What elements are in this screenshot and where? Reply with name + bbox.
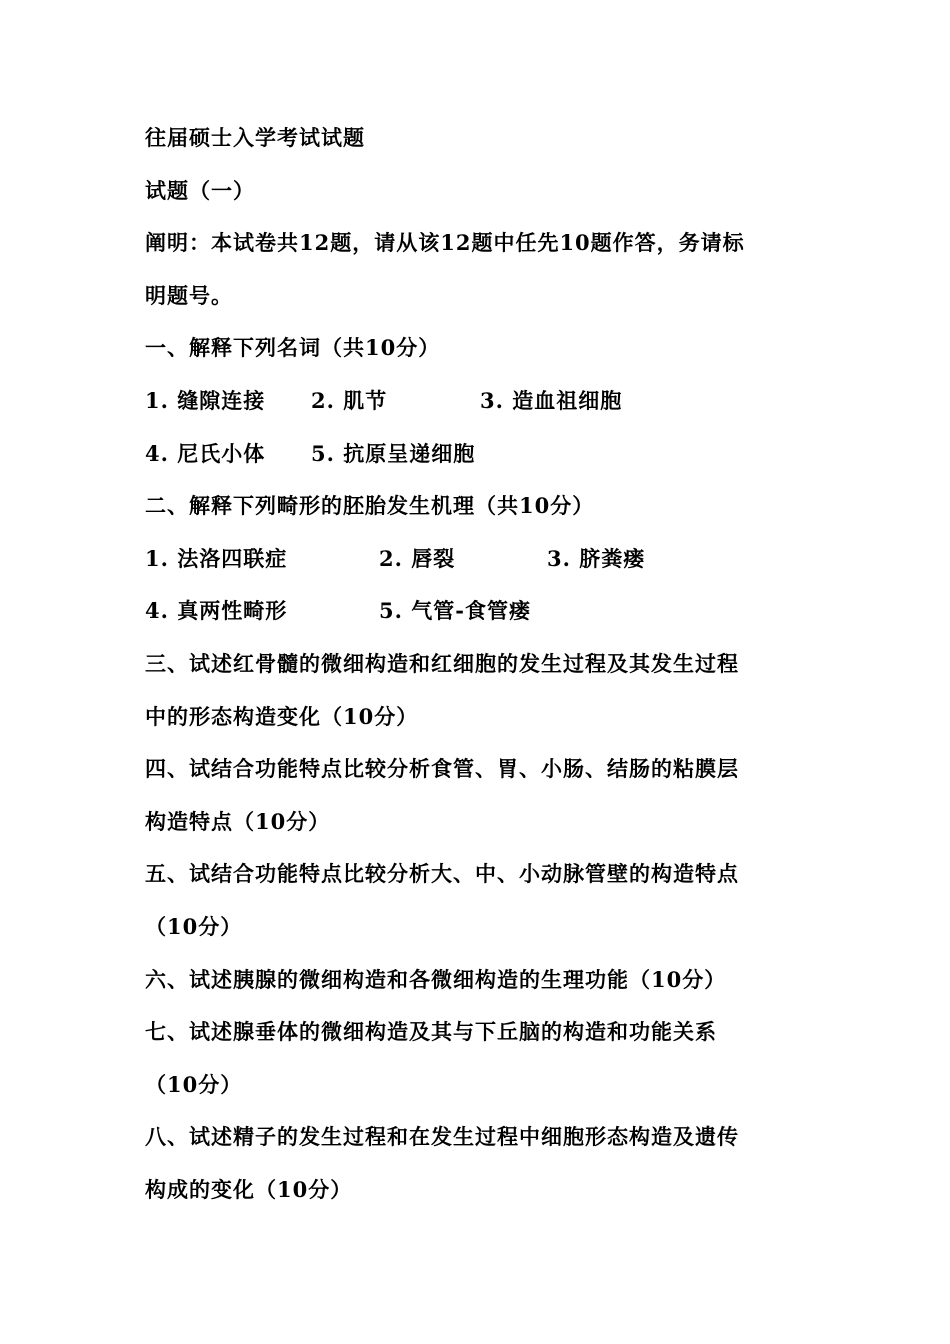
term-item: 5. 抗原呈递细胞: [311, 440, 476, 466]
document-body: [145, 112, 815, 1216]
instructions-line-2: 明题号。: [145, 282, 233, 308]
question-8-line-2: 构成的变化（10分）: [145, 1176, 353, 1202]
term-item: 2. 唇裂: [379, 545, 456, 571]
question-4-line-2: 构造特点（10分）: [145, 808, 331, 834]
question-5-line-1: 五、试结合功能特点比较分析大、中、小动脉管壁的构造特点: [145, 861, 739, 887]
question-2-row-1: [145, 533, 815, 586]
question-3-line-1: 三、试述红骨髓的微细构造和红细胞的发生过程及其发生过程: [145, 650, 739, 676]
section-heading: 试题（一）: [145, 177, 255, 203]
term-item: 3. 造血祖细胞: [480, 387, 623, 413]
question-7-line-1: 七、试述腺垂体的微细构造及其与下丘脑的构造和功能关系: [145, 1019, 717, 1045]
question-1-row-2: [145, 428, 815, 481]
term-item: 3. 脐粪瘘: [547, 545, 646, 571]
question-2-heading: 二、解释下列畸形的胚胎发生机理（共10分）: [145, 493, 595, 519]
term-item: 5. 气管-食管瘘: [379, 598, 531, 624]
term-item: 4. 真两性畸形: [145, 598, 288, 624]
term-item: 2. 肌节: [311, 387, 388, 413]
question-4-line-1: 四、试结合功能特点比较分析食管、胃、小肠、结肠的粘膜层: [145, 756, 739, 782]
question-7-line-2: （10分）: [145, 1071, 243, 1097]
term-item: 1. 法洛四联症: [145, 545, 288, 571]
instructions-line-1: 阐明：本试卷共12题，请从该12题中任先10题作答，务请标: [145, 230, 745, 256]
question-2-row-2: [145, 585, 815, 638]
question-1-heading: 一、解释下列名词（共10分）: [145, 335, 441, 361]
question-8-line-1: 八、试述精子的发生过程和在发生过程中细胞形态构造及遗传: [145, 1124, 739, 1150]
term-item: 1. 缝隙连接: [145, 387, 266, 413]
question-1-row-1: [145, 375, 815, 428]
question-3-line-2: 中的形态构造变化（10分）: [145, 703, 419, 729]
term-item: 4. 尼氏小体: [145, 440, 266, 466]
question-5-line-2: （10分）: [145, 913, 243, 939]
question-6-line-1: 六、试述胰腺的微细构造和各微细构造的生理功能（10分）: [145, 966, 727, 992]
document-title: 往届硕士入学考试试题: [145, 125, 365, 150]
